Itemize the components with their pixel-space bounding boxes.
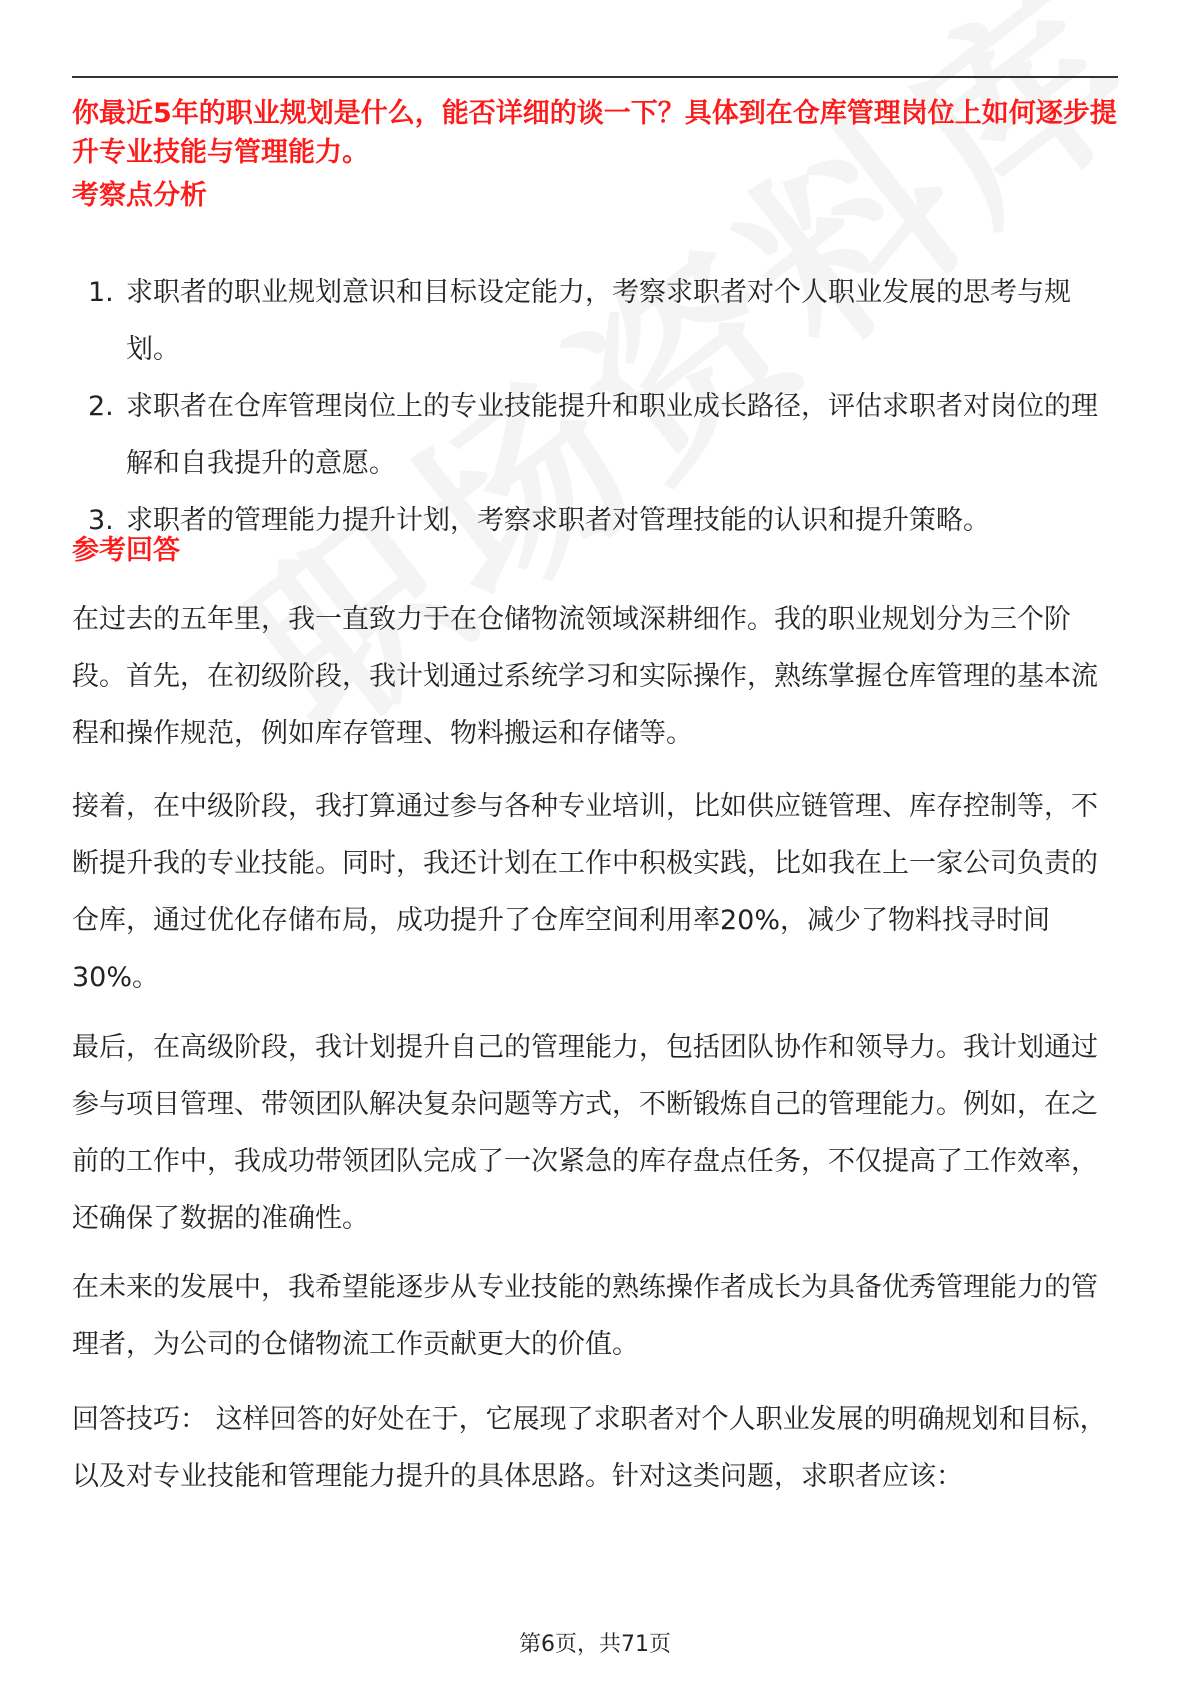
list-item-text: 求职者在仓库管理岗位上的专业技能提升和职业成长路径，评估求职者对岗位的理解和自我提升的意愿。 [126,391,1098,479]
answer-paragraph: 最后，在高级阶段，我计划提升自己的管理能力，包括团队协作和领导力。我计划通过参与项目管理、带领团队解决复杂问题等方式，不断锻炼自己的管理能力。例如，在之前的工作中，我成功带领团队完成了一次紧急的库存盘点任务，不仅提高了工作效率，还确保了数据的准确性。 [72,1032,1098,1234]
page-number: 第6页，共71页 [519,1632,671,1657]
list-item-text: 求职者的职业规划意识和目标设定能力，考察求职者对个人职业发展的思考与规划。 [126,277,1071,365]
list-item-number: 3. [88,505,114,536]
list-item-text: 求职者的管理能力提升计划，考察求职者对管理技能的认识和提升策略。 [126,505,990,536]
question-heading: 你最近5年的职业规划是什么，能否详细的谈一下？具体到在仓库管理岗位上如何逐步提升专业技能与管理能力。 [72,98,1117,168]
answer-paragraph: 在过去的五年里，我一直致力于在仓储物流领域深耕细作。我的职业规划分为三个阶段。首先，在初级阶段，我计划通过系统学习和实际操作，熟练掌握仓库管理的基本流程和操作规范，例如库存管理、物料搬运和存储等。 [72,604,1098,749]
answer-title: 参考回答 [72,535,180,566]
analysis-list [72,264,1118,549]
answer-tip: 回答技巧： 这样回答的好处在于，它展现了求职者对个人职业发展的明确规划和目标，以及对专业技能和管理能力提升的具体思路。针对这类问题，求职者应该： [72,1404,1107,1492]
list-item-number: 2. [88,391,114,422]
list-item [72,264,1118,378]
analysis-title: 考察点分析 [72,180,207,211]
top-divider [72,76,1118,78]
answer-paragraph: 在未来的发展中，我希望能逐步从专业技能的熟练操作者成长为具备优秀管理能力的管理者，为公司的仓储物流工作贡献更大的价值。 [72,1272,1098,1360]
list-item-number: 1. [88,277,114,308]
list-item [72,492,1118,549]
answer-paragraph: 接着，在中级阶段，我打算通过参与各种专业培训，比如供应链管理、库存控制等，不断提升我的专业技能。同时，我还计划在工作中积极实践，比如我在上一家公司负责的仓库，通过优化存储布局，成功提升了仓库空间利用率20%，减少了物料找寻时间30%。 [72,791,1098,993]
list-item [72,378,1118,492]
